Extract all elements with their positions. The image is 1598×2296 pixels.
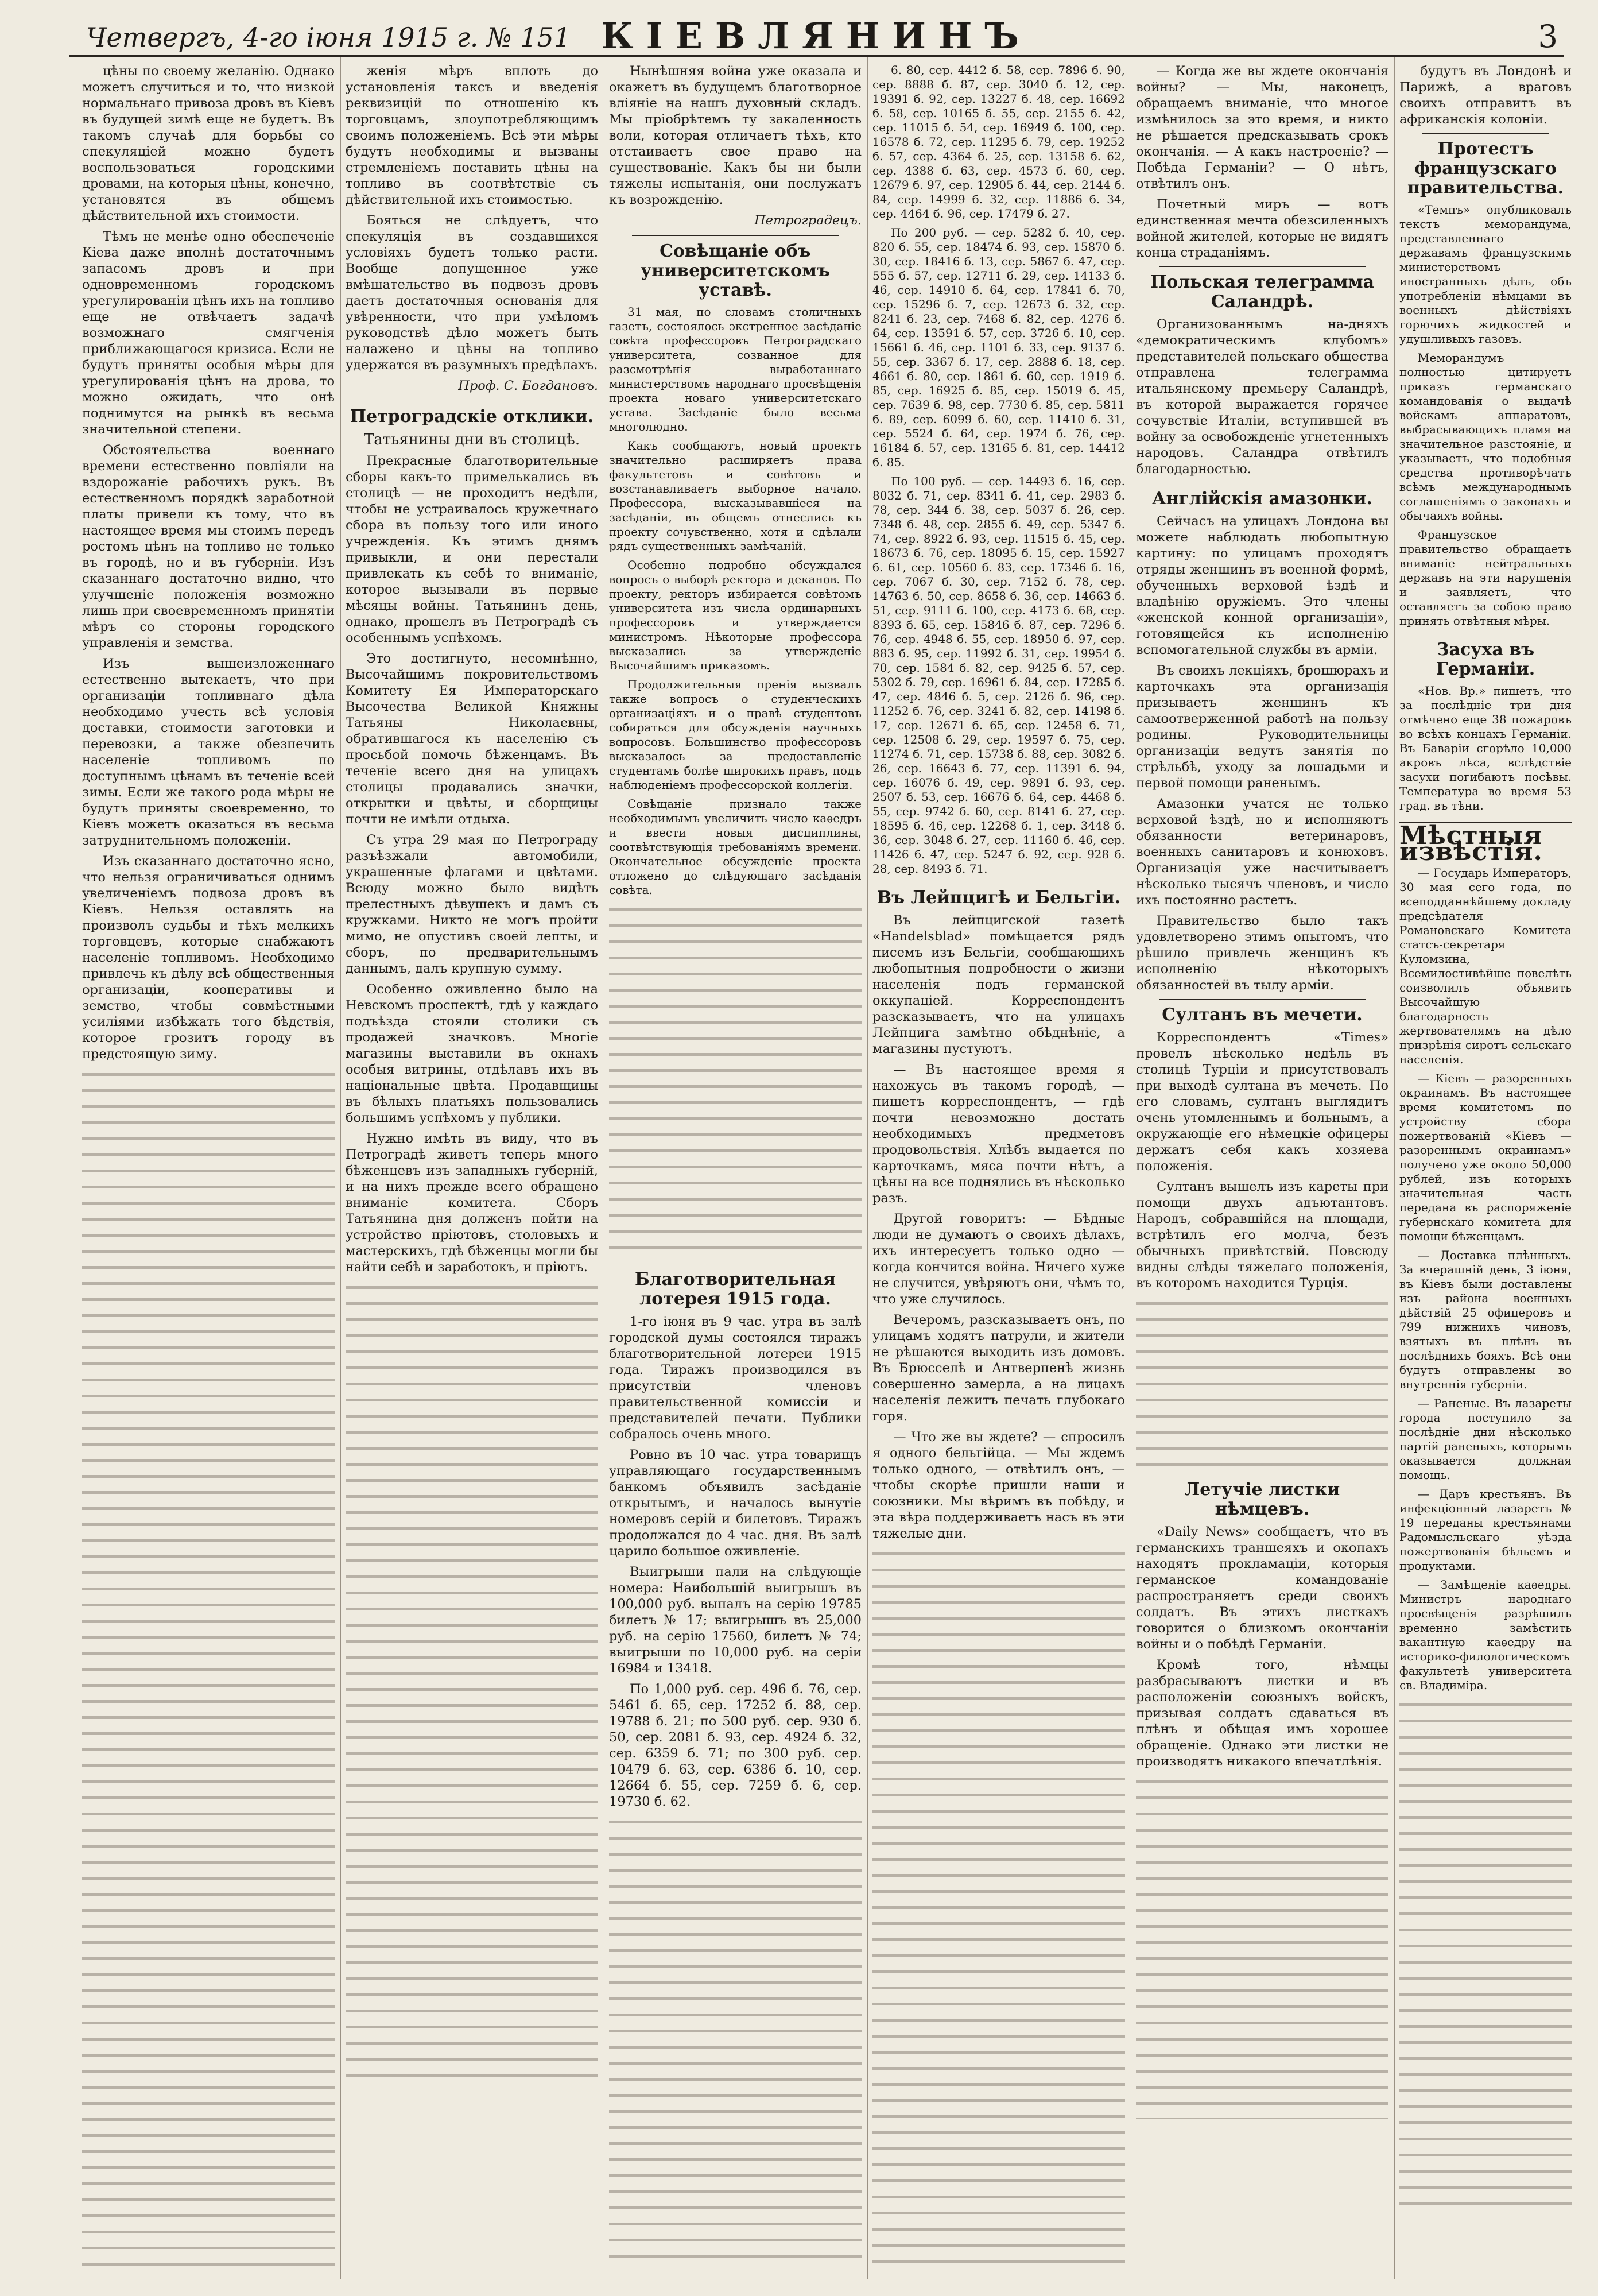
article-paragraph: Особенно оживленно было на Невскомъ проспектѣ, гдѣ у каждаго подъѣзда стояли столики съ продажей значковъ. Многіе магазины выставили въ окнахъ особыя витрины, отдѣлавъ ихъ въ національные цвѣта. Продавщицы въ бѣлыхъ платьяхъ пользовались большимъ успѣхомъ у публики. xyxy=(346,982,598,1125)
article-paragraph: Французское правительство обращаетъ вниманіе нейтральныхъ державъ на эти нарушенія и заявляетъ, что оставляетъ за собою право принять отвѣтныя мѣры. xyxy=(1399,528,1572,628)
article-paragraph: Въ своихъ лекціяхъ, брошюрахъ и карточкахъ эта организація призываетъ женщинъ къ самоотверженной работѣ на пользу родины. Руководительницы организаціи ведутъ занятія по стрѣльбѣ, уходу за лошадьми и первой помощи раненымъ. xyxy=(1136,663,1388,791)
article-paragraph: Другой говоритъ: — Бѣдные люди не думаютъ о своихъ дѣлахъ, ихъ интересуетъ только одно — когда кончится война. Ничего хуже не случится, увѣряютъ они, чѣмъ то, что уже случилось. xyxy=(872,1211,1125,1307)
article-paragraph: Какъ сообщаютъ, новый проектъ значительно расширяетъ права факультетовъ и совѣтовъ и возстанавливаетъ выборное начало. Профессора, высказывавшіеся на засѣданіи, въ общемъ отнеслись къ проекту сочувственно, хотя и сдѣлали рядъ существенныхъ замѣчаній. xyxy=(609,439,862,553)
article-paragraph: Меморандумъ полностью цитируетъ приказъ германскаго командованія о выдачѣ войскамъ аппаратовъ, выбрасывающихъ пламя на значительное разстояніе, и указываетъ, что подобныя средства противорѣчатъ всѣмъ международнымъ соглашеніямъ о законахъ и обычаяхъ войны. xyxy=(1399,351,1572,522)
article-paragraph: Изъ сказаннаго достаточно ясно, что нельзя ограничиваться однимъ увеличеніемъ подвоза дровъ въ Кіевъ. Нельзя оставлять на произволъ судьбы и тѣхъ мелкихъ торговцевъ, которые снабжаютъ населеніе топливомъ. Необходимо привлечь къ дѣлу всѣ общественныя организаціи, кооперативы и земство, чтобы совмѣстными усиліями избѣжать того бѣдствія, которое грозитъ городу въ предстоящую зиму. xyxy=(82,854,335,1062)
article-paragraph: «Нов. Вр.» пишетъ, что за послѣдніе три дня отмѣчено еще 38 пожаровъ во всѣхъ концахъ Германіи. Въ Баваріи сгорѣло 10,000 акровъ лѣса, вслѣдствіе засухи погибаютъ посѣвы. Температура во время 53 град. въ тѣни. xyxy=(1399,684,1572,812)
article-paragraph: Тѣмъ не менѣе одно обеспеченіе Кіева даже вполнѣ достаточнымъ запасомъ дровъ и при одновременномъ городскомъ урегулированіи цѣнъ ихъ на топливо еще не отвѣчаетъ задачѣ возможнаго смягченія приближающагося кризиса. Если не будутъ приняты особыя мѣры для урегулированія цѣнъ на дрова, то можно ожидать, что онѣ поднимутся на рынкѣ въ весьма значительной степени. xyxy=(82,229,335,437)
article-paragraph: Обстоятельства военнаго времени естественно повліяли на вздорожаніе рабочихъ рукъ. Въ естественномъ порядкѣ заработной платы привели къ тому, что въ настоящее время мы стоимъ передъ ростомъ цѣнъ на топливо не только въ городѣ, но и въ губерніи. Изъ сказаннаго достаточно видно, что улучшеніе положенія возможно лишь при своевременномъ принятіи мѣръ со стороны городского управленія и земства. xyxy=(82,443,335,651)
column-1 xyxy=(82,63,335,2268)
article-paragraph: По 1,000 руб. сер. 496 б. 76, сер. 5461 б. 65, сер. 17252 б. 88, сер. 19788 б. 21; по 500 руб. сер. 930 б. 50, сер. 2081 б. 93, сер. 4924 б. 32, сер. 6359 б. 71; по 300 руб. сер. 10479 б. 63, сер. 6386 б. 10, сер. 12664 б. 55, сер. 7259 б. 6, сер. 19730 б. 62. xyxy=(609,1682,862,1809)
lottery-results: По 200 руб. — сер. 5282 б. 40, сер. 820 б. 55, сер. 18474 б. 93, сер. 15870 б. 30, сер. 18416 б. 13, сер. 5867 б. 47, сер. 555 б. 57, сер. 12711 б. 29, сер. 14133 б. 46, сер. 14910 б. 64, сер. 17841 б. 70, сер. 15296 б. 7, сер. 12673 б. 32, сер. 8241 б. 23, сер. 7468 б. 82, сер. 4276 б. 64, сер. 13591 б. 57, сер. 3726 б. 10, сер. 15661 б. 46, сер. 1101 б. 33, сер. 9137 б. 55, сер. 3367 б. 17, сер. 2888 б. 18, сер. 4661 б. 80, сер. 1861 б. 60, сер. 1919 б. 85, сер. 16925 б. 85, сер. 15019 б. 45, сер. 7639 б. 98, сер. 7730 б. 85, сер. 5811 б. 89, сер. 6099 б. 60, сер. 11410 б. 31, сер. 5524 б. 64, сер. 1974 б. 76, сер. 16184 б. 57, сер. 13165 б. 81, сер. 14412 б. 85. xyxy=(872,226,1125,469)
page-number: 3 xyxy=(1538,18,1558,55)
article-paragraph: Нынѣшняя война уже оказала и окажетъ въ будущемъ благотворное вліяніе на нашъ духовный складъ. Мы пріобрѣтемъ ту закаленность воли, которая отличаетъ тѣхъ, кто отстаиваетъ свое право на существованіе. Какъ бы ни были тяжелы испытанія, они послужатъ къ возрожденію. xyxy=(609,64,862,207)
article-paragraph: — Даръ крестьянъ. Въ инфекціонный лазаретъ № 19 переданы крестьянами Радомысльскаго уѣзда пожертвованія бѣльемъ и продуктами. xyxy=(1399,1487,1572,1573)
author-signature: Петроградецъ. xyxy=(754,213,862,228)
article-paragraph: Амазонки учатся не только верховой ѣздѣ, но и исполняютъ обязанности ветеринаровъ, военныхъ санитаровъ и конюховъ. Организація уже насчитываетъ нѣсколько тысячъ членовъ, и число ихъ постоянно растетъ. xyxy=(1136,796,1388,908)
article-headline: Султанъ въ мечети. xyxy=(1162,1005,1363,1025)
section-heading: Мѣстныя извѣстія. xyxy=(1399,822,1572,860)
article-paragraph: «Темпъ» опубликовалъ текстъ меморандума, представленнаго державамъ французскимъ министерствомъ иностранныхъ дѣлъ, объ употребленіи нѣмцами въ военныхъ дѣйствіяхъ горючихъ жидкостей и удушливыхъ газовъ. xyxy=(1399,203,1572,346)
article-paragraph: Почетный миръ — вотъ единственная мечта обезсиленныхъ войной жителей, которые не видятъ конца страданіямъ. xyxy=(1136,197,1388,260)
lottery-results: По 100 руб. — сер. 14493 б. 16, сер. 8032 б. 71, сер. 8341 б. 41, сер. 2983 б. 78, сер. 344 б. 38, сер. 5037 б. 26, сер. 7348 б. 48, сер. 2855 б. 49, сер. 5347 б. 74, сер. 8922 б. 93, сер. 11515 б. 45, сер. 18673 б. 76, сер. 18095 б. 15, сер. 15927 б. 61, сер. 10560 б. 83, сер. 17346 б. 16, сер. 7067 б. 30, сер. 7152 б. 78, сер. 14763 б. 50, сер. 8658 б. 36, сер. 14663 б. 51, сер. 9111 б. 100, сер. 4173 б. 68, сер. 8393 б. 65, сер. 15846 б. 87, сер. 7296 б. 76, сер. 4948 б. 55, сер. 18950 б. 97, сер. 883 б. 95, сер. 11992 б. 31, сер. 19954 б. 70, сер. 1584 б. 82, сер. 9425 б. 57, сер. 5302 б. 79, сер. 16961 б. 84, сер. 17285 б. 47, сер. 4846 б. 5, сер. 2126 б. 96, сер. 11252 б. 76, сер. 3241 б. 82, сер. 14198 б. 17, сер. 12671 б. 65, сер. 12458 б. 71, сер. 12508 б. 29, сер. 19597 б. 75, сер. 11274 б. 71, сер. 15738 б. 88, сер. 3082 б. 26, сер. 16643 б. 77, сер. 11391 б. 94, сер. 16076 б. 49, сер. 9891 б. 93, сер. 2507 б. 53, сер. 16676 б. 64, сер. 4468 б. 55, сер. 9742 б. 60, сер. 8141 б. 27, сер. 18595 б. 46, сер. 12268 б. 1, сер. 3448 б. 36, сер. 3048 б. 27, сер. 11160 б. 46, сер. 11426 б. 47, сер. 5247 б. 92, сер. 928 б. 28, сер. 8493 б. 71. xyxy=(872,474,1125,876)
column-5 xyxy=(1136,63,1388,2268)
column-6 xyxy=(1399,63,1572,2268)
article-paragraph: — Кіевъ — разоренныхъ окраинамъ. Въ настоящее время комитетомъ по устройству сбора пожертвованій «Кіевъ — разореннымъ окраинамъ» получено уже около 50,000 рублей, изъ которыхъ значительная часть передана въ распоряженіе губернскаго комитета для помощи бѣженцамъ. xyxy=(1399,1071,1572,1243)
text-lines xyxy=(1399,1697,1572,2214)
article-headline: Летучіе листки нѣмцевъ. xyxy=(1184,1480,1340,1519)
article-headline: Протестъ французскаго правительства. xyxy=(1407,139,1564,198)
article-paragraph: будутъ въ Лондонѣ и Парижѣ, а враговъ своихъ отправитъ въ африканскія колоніи. xyxy=(1399,64,1572,127)
article-paragraph: Правительство было такъ удовлетворено этимъ опытомъ, что рѣшило привлечь женщинъ къ исполненію нѣкоторыхъ обязанностей въ тылу армiи. xyxy=(1136,913,1388,993)
text-lines xyxy=(82,1067,335,2268)
article-paragraph: — Что же вы ждете? — спросилъ я одного бельгійца. — Мы ждемъ только одного, — отвѣтилъ онъ, — чтобы скорѣе пришли наши и союзники. Мы вѣримъ въ побѣду, и эта вѣра поддерживаетъ насъ въ эти тяжелые дни. xyxy=(872,1430,1125,1541)
article-paragraph: Кромѣ того, нѣмцы разбрасываютъ листки и въ расположеніи союзныхъ войскъ, призывая солдатъ сдаваться въ плѣнъ и обѣщая имъ хорошее обращеніе. Однако эти листки не производятъ никакого впечатлѣнія. xyxy=(1136,1658,1388,1769)
column-rule xyxy=(1394,57,1395,2279)
column-4 xyxy=(872,63,1125,2268)
author-signature: Проф. С. Богдановъ. xyxy=(458,378,598,393)
article-paragraph: — Доставка плѣнныхъ. За вчерашній день, 3 іюня, въ Кіевъ были доставлены изъ района военныхъ дѣйствій 25 офицеровъ и 799 нижнихъ чиновъ, взятыхъ въ плѣнъ въ послѣднихъ бояхъ. Всѣ они будутъ отправлены во внутреннія губерніи. xyxy=(1399,1248,1572,1391)
article-paragraph: Вечеромъ, разсказываетъ онъ, по улицамъ ходятъ патрули, и жители не рѣшаются выходить изъ домовъ. Въ Брюсселѣ и Антверпенѣ жизнь совершенно замерла, а на лицахъ населенія лежитъ печать глубокаго горя. xyxy=(872,1312,1125,1424)
article-headline: Благотворительная лотерея 1915 года. xyxy=(634,1269,836,1309)
article-paragraph: Съ утра 29 мая по Петрограду разъѣзжали автомобили, украшенные флагами и цвѣтами. Всюду можно было видѣть прелестныхъ дѣвушекъ и дамъ съ кружками. Никто не могъ пройти мимо, не опустивъ своей лепты, и сборъ, по предварительнымъ даннымъ, далъ крупную сумму. xyxy=(346,833,598,976)
article-paragraph: Султанъ вышелъ изъ кареты при помощи двухъ адъютантовъ. Народъ, собравшійся на площади, встрѣтилъ его молча, безъ обычныхъ привѣтствій. Повсюду видны слѣды тяжелаго положенія, въ которомъ находится Турція. xyxy=(1136,1179,1388,1291)
text-lines xyxy=(609,902,862,1258)
column-rule xyxy=(867,57,868,2279)
article-paragraph: Выигрыши пали на слѣдующіе номера: Наибольшій выигрышъ въ 100,000 руб. выпалъ на серію 19785 билетъ № 17; выигрышъ въ 25,000 руб. на серію 17560, билетъ № 74; выигрыши по 10,000 руб. на серіи 16984 и 13418. xyxy=(609,1565,862,1676)
article-paragraph: Ровно въ 10 час. утра товарищъ управляющаго государственнымъ банкомъ объявилъ засѣданіе открытымъ, и началось вынутіе номеровъ серій и билетовъ. Тиражъ продолжался до 4 час. дня. Въ залѣ царило большое оживленіе. xyxy=(609,1447,862,1559)
article-paragraph: — Замѣщеніе каѳедры. Министръ народнаго просвѣщенія разрѣшилъ временно замѣстить вакантную каѳедру на историко-филологическомъ факультетѣ университета св. Владиміра. xyxy=(1399,1578,1572,1692)
divider xyxy=(1159,266,1366,267)
article-paragraph: Бояться не слѣдуетъ, что спекуляція въ создавшихся условіяхъ будетъ только расти. Вообще допущенное уже вмѣшательство въ подвозъ дровъ даетъ достаточныя основанія для увѣренности, что при умѣломъ руководствѣ дѣло можетъ быть налажено и цѣны на топливо удержатся въ разумныхъ предѣлахъ. xyxy=(346,213,598,373)
divider xyxy=(632,235,839,236)
article-paragraph: «Daily News» сообщаетъ, что въ германскихъ траншеяхъ и окопахъ находятъ прокламаціи, которыя германское командованіе распространяетъ среди своихъ солдатъ. Въ этихъ листкахъ говорится о близкомъ окончаніи войны и о побѣдѣ Германіи. xyxy=(1136,1524,1388,1652)
article-paragraph: Въ лейпцигской газетѣ «Handelsblad» помѣщается рядъ писемъ изъ Бельгіи, сообщающихъ любопытныя подробности о жизни населенія подъ германской оккупаціей. Корреспондентъ разсказываетъ, что на улицахъ Лейпцига замѣтно обѣднѣніе, а магазины пустуютъ. xyxy=(872,913,1125,1056)
column-3 xyxy=(609,63,862,2268)
article-headline: Совѣщаніе объ университетскомъ уставѣ. xyxy=(640,241,831,300)
divider xyxy=(1422,133,1549,134)
article-subheadline: Татьянины дни въ столицѣ. xyxy=(363,431,580,448)
article-paragraph: — Когда же вы ждете окончанія войны? — Мы, наконецъ, обращаемъ вниманіе, что многое измѣнилось за это время, и никто не рѣшается предсказывать срокъ окончанія. — А какъ настроеніе? — Побѣда Германіи? — О нѣтъ, отвѣтилъ онъ. xyxy=(1136,64,1388,191)
masthead xyxy=(69,13,1564,57)
article-paragraph: Это достигнуто, несомнѣнно, Высочайшимъ покровительствомъ Комитету Ея Императорскаго Высочества Великой Княжны Татьяны Николаевны, обратившагося къ населенію съ просьбой помочь бѣженцамъ. Въ теченіе всего дня на улицахъ столицы продавались значки, открытки и цвѣты, и сборщицы почти не имѣли отдыха. xyxy=(346,651,598,827)
article-paragraph: Изъ вышеизложеннаго естественно вытекаетъ, что при организаціи топливнаго дѣла необходимо учесть всѣ условія доставки, стоимости заготовки и перевозки, а также обезпечить населеніе топливомъ по доступнымъ цѣнамъ въ теченіе всей зимы. Если же такого рода мѣры не будутъ приняты своевременно, то Кіевъ можетъ оказаться въ весьма затруднительномъ положеніи. xyxy=(82,656,335,848)
article-paragraph: Особенно подробно обсуждался вопросъ о выборѣ ректора и деканов. По проекту, ректоръ избирается совѣтомъ университета изъ числа ординарныхъ профессоровъ и утверждается министромъ. Нѣкоторые профессора высказались за утвержденіе Высочайшимъ приказомъ. xyxy=(609,558,862,672)
article-paragraph: Организованнымъ на-дняхъ «демократическимъ клубомъ» представителей польскаго общества отправлена телеграмма итальянскому премьеру Саландрѣ, въ которой выражается горячее сочувствіе Италіи, вступившей въ войну за освобожденіе угнетенныхъ народовъ. Саландра отвѣтилъ благодарностью. xyxy=(1136,317,1388,477)
article-paragraph: — Государь Императоръ, 30 мая сего года, по всеподданнѣйшему докладу предсѣдателя Романовскаго Комитета статсъ-секретаря Куломзина, Всемилостивѣйше повелѣть соизволилъ объявить Высочайшую благодарность жертвователямъ на дѣло призрѣнія сиротъ сельскаго населенія. xyxy=(1399,866,1572,1066)
article-paragraph: — Въ настоящее время я нахожусь въ такомъ городѣ, — пишетъ корреспондентъ, — гдѣ почти невозможно достать необходимыхъ предметовъ продовольствія. Хлѣбъ выдается по карточкамъ, мяса почти нѣтъ, а цѣны на все поднялись въ нѣсколько разъ. xyxy=(872,1062,1125,1206)
text-lines xyxy=(1136,1774,1388,2119)
article-paragraph: — Раненые. Въ лазареты города поступило за послѣдніе дни нѣсколько партій раненыхъ, которымъ оказывается должная помощь. xyxy=(1399,1396,1572,1482)
article-paragraph: 1-го іюня въ 9 час. утра въ залѣ городской думы состоялся тиражъ благотворительной лотереи 1915 года. Тиражъ производился въ присутствіи членовъ правительственной комиссіи и представителей печати. Публики собралось очень много. xyxy=(609,1314,862,1442)
text-lines xyxy=(872,1546,1125,2268)
article-paragraph: Корреспондентъ «Times» провелъ нѣсколько недѣль въ столицѣ Турціи и присутствовалъ при выходѣ султана въ мечеть. По его словамъ, султанъ выглядитъ очень утомленнымъ и больнымъ, а окружающіе его нѣмецкіе офицеры держатъ себя какъ хозяева положенія. xyxy=(1136,1030,1388,1174)
article-headline: Засуха въ Германіи. xyxy=(1436,640,1535,679)
divider xyxy=(1159,999,1366,1000)
text-lines xyxy=(346,1280,598,2084)
newspaper-title: КІЕВЛЯНИНЪ xyxy=(601,15,1031,57)
article-paragraph: Прекрасные благотворительные сборы какъ-то примелькались въ столицѣ — не проходитъ недѣли, чтобы не устраивалось кружечнаго сбора въ пользу того или иного учрежденія. Къ этимъ днямъ привыкли, и они перестали привлекать къ себѣ то вниманіе, которое вызывали въ первые мѣсяцы войны. Татьянинъ день, однако, прошелъ въ Петроградѣ съ особеннымъ успѣхомъ. xyxy=(346,454,598,645)
article-paragraph: 31 мая, по словамъ столичныхъ газетъ, состоялось экстренное засѣданіе совѣта профессоровъ Петроградскаго университета, созванное для разсмотрѣнія выработаннаго министерствомъ народнаго просвѣщенія проекта новаго университетскаго устава. Засѣданіе было весьма многолюдно. xyxy=(609,305,862,433)
article-paragraph: женія мѣръ вплоть до установленія таксъ и введенія реквизицій по отношенію къ торговцамъ, злоупотребляющимъ своимъ положеніемъ. Всѣ эти мѣры будутъ необходимы и вызваны стремленіемъ поставить цѣны на топливо въ соотвѣтствіе съ дѣйствительной ихъ стоимостью. xyxy=(346,64,598,207)
article-headline: Въ Лейпцигѣ и Бельгіи. xyxy=(876,888,1121,908)
text-lines xyxy=(609,1814,862,2268)
article-paragraph: цѣны по своему желанію. Однако можетъ случиться и то, что низкой нормальнаго привоза дровъ въ Кіевъ въ будущей зимѣ еще не будетъ. Въ такомъ случаѣ для борьбы со спекуляціей можно будетъ воспользоваться городскими дровами, на которыя цѣны, конечно, установятся въ общемъ дѣйствительной ихъ стоимости. xyxy=(82,64,335,223)
column-2 xyxy=(346,63,598,2268)
article-paragraph: Продолжительныя пренія вызвалъ также вопросъ о студенческихъ организаціяхъ и о правѣ студентовъ собираться для обсужденія научныхъ вопросовъ. Большинство профессоровъ высказалось за предоставленіе студентамъ болѣе широкихъ правъ, подъ наблюденіемъ профессорской коллегіи. xyxy=(609,677,862,792)
text-lines xyxy=(1136,1296,1388,1468)
article-headline: Петроградскіе отклики. xyxy=(350,406,594,427)
column-rule xyxy=(340,57,341,2279)
article-headline: Англійскія амазонки. xyxy=(1152,489,1372,509)
issue-date: Четвергъ, 4-го іюня 1915 г. № 151 xyxy=(86,22,571,53)
article-headline: Польская телеграмма Саландрѣ. xyxy=(1150,272,1375,312)
article-paragraph: Нужно имѣть въ виду, что въ Петроградѣ живетъ теперь много бѣженцевъ изъ западныхъ губерній, и на нихъ прежде всего обращено вниманіе комитета. Сборъ Татьянина дня долженъ пойти на устройство пріютовъ, столовыхъ и мастерскихъ, гдѣ бѣженцы могли бы найти себѣ и заработокъ, и пріютъ. xyxy=(346,1131,598,1275)
article-paragraph: Совѣщаніе признало также необходимымъ увеличить число каѳедръ и ввести новыя дисциплины, соотвѣтствующія требованіямъ времени. Окончательное обсужденіе проекта отложено до слѣдующаго засѣданія совѣта. xyxy=(609,797,862,897)
article-paragraph: Сейчасъ на улицахъ Лондона вы можете наблюдать любопытную картину: по улицамъ проходятъ отряды женщинъ въ военной формѣ, обученныхъ верховой ѣздѣ и владѣнію оружіемъ. Это члены «женской конной организаціи», готовящейся къ исполненію вспомогательной службы въ армiи. xyxy=(1136,514,1388,657)
lottery-results: 6. 80, сер. 4412 б. 58, сер. 7896 б. 90, сер. 8888 б. 87, сер. 3040 б. 12, сер. 19391 б. 92, сер. 13227 б. 48, сер. 16692 б. 58, сер. 10165 б. 55, сер. 2155 б. 42, сер. 11015 б. 54, сер. 16949 б. 100, сер. 16578 б. 72, сер. 11295 б. 79, сер. 19252 б. 57, сер. 4364 б. 25, сер. 13158 б. 62, сер. 4388 б. 63, сер. 4573 б. 60, сер. 12679 б. 97, сер. 12905 б. 44, сер. 2144 б. 84, сер. 14999 б. 32, сер. 11886 б. 34, сер. 4464 б. 96, сер. 17479 б. 27. xyxy=(872,63,1125,220)
